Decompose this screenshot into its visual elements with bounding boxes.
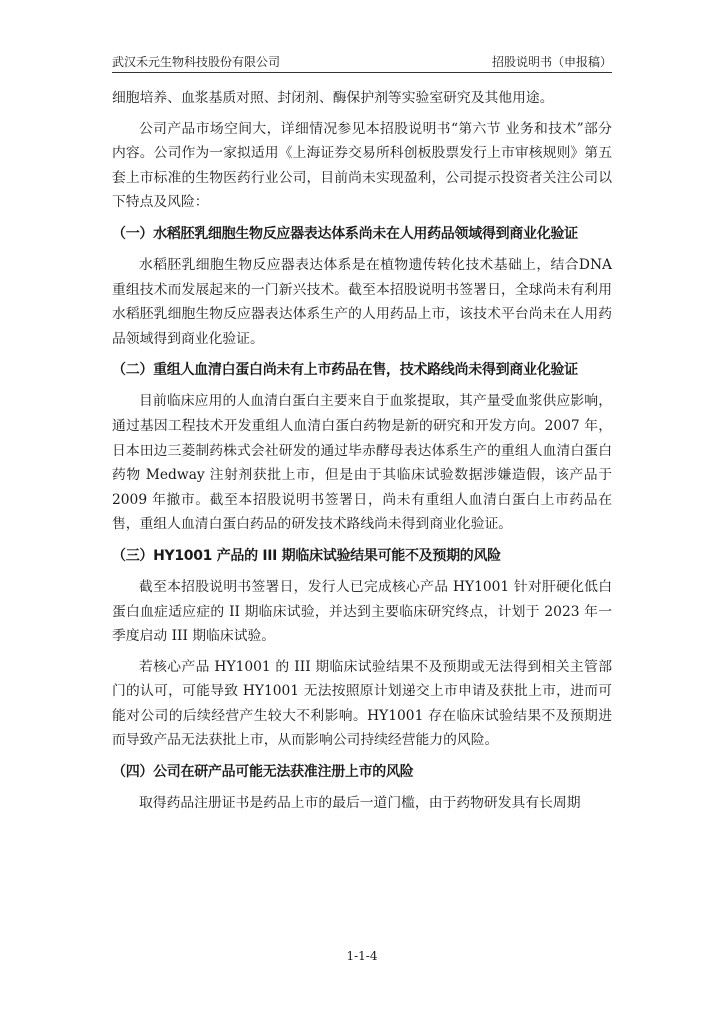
section-heading-4: （四）公司在研产品可能无法获准注册上市的风险 (112, 764, 414, 781)
page-header (112, 54, 612, 70)
paragraph-recombinant-albumin-risk: 目前临床应用的人血清白蛋白主要来自于血浆提取，其产量受血浆供应影响，通过基因工程技术开发重组人血清白蛋白药物是新的研究和开发方向。2007 年，日本田边三菱制药株式会社研发的通过毕赤酵母表达体系生产的重组人血清白蛋白药物 Medway 注射剂获批上市，但是由于其临床试验数据涉嫌造假，该产品于 2009 年撤市。截至本招股说明书签署日，尚未有重组人血清白蛋白上市药品在售，重组人血清白蛋白药品的研发技术路线尚未得到商业化验证。 (112, 393, 612, 533)
section-heading-1: （一）水稻胚乳细胞生物反应器表达体系尚未在人用药品领域得到商业化验证 (112, 225, 578, 242)
section-heading-3: （三）HY1001 产品的 III 期临床试验结果可能不及预期的风险 (112, 547, 501, 564)
paragraph-hy1001-risk: 若核心产品 HY1001 的 III 期临床试验结果不及预期或无法得到相关主管部门的认可，可能导致 HY1001 无法按照原计划递交上市申请及获批上市，进而可能对公司的后续经营产生较大不利影响。HY1001 存在临床试验结果不及预期进而导致产品无法获批上市，从而影响公司持续经营能力的风险。 (112, 658, 612, 749)
section-heading-2: （二）重组人血清白蛋白尚未有上市药品在售，技术路线尚未得到商业化验证 (112, 362, 578, 379)
document-body (112, 86, 612, 822)
paragraph-registration-risk: 取得药品注册证书是药品上市的最后一道门槛，由于药物研发具有长周期 (139, 795, 581, 812)
header-company-name: 武汉禾元生物科技股份有限公司 (112, 55, 281, 69)
paragraph-hy1001-status: 截至本招股说明书签署日，发行人已完成核心产品 HY1001 针对肝硬化低白蛋白血症适应症的 II 期临床试验，并达到主要临床研究终点，计划于 2023 年一季度启动 III 期临床试验。 (112, 578, 612, 645)
header-document-title: 招股说明书（申报稿） (491, 55, 612, 69)
paragraph-rice-endosperm-risk: 水稻胚乳细胞生物反应器表达体系是在植物遗传转化技术基础上，结合DNA 重组技术而发展起来的一门新兴技术。截至本招股说明书签署日，全球尚未有利用水稻胚乳细胞生物反应器表达体系生产的人用药品上市，该技术平台尚未在人用药品领域得到商业化验证。 (112, 256, 612, 347)
page-number: 1-1-4 (346, 949, 378, 963)
paragraph-continued: 细胞培养、血浆基质对照、封闭剂、酶保护剂等实验室研究及其他用途。 (112, 90, 554, 106)
paragraph-market-overview: 公司产品市场空间大，详细情况参见本招股说明书“第六节 业务和技术”部分内容。公司作为一家拟适用《上海证券交易所科创板股票发行上市审核规则》第五套上市标准的生物医药行业公司，目前尚未实现盈利，公司提示投资者关注公司以下特点及风险： (112, 120, 612, 211)
header-divider (112, 72, 612, 73)
